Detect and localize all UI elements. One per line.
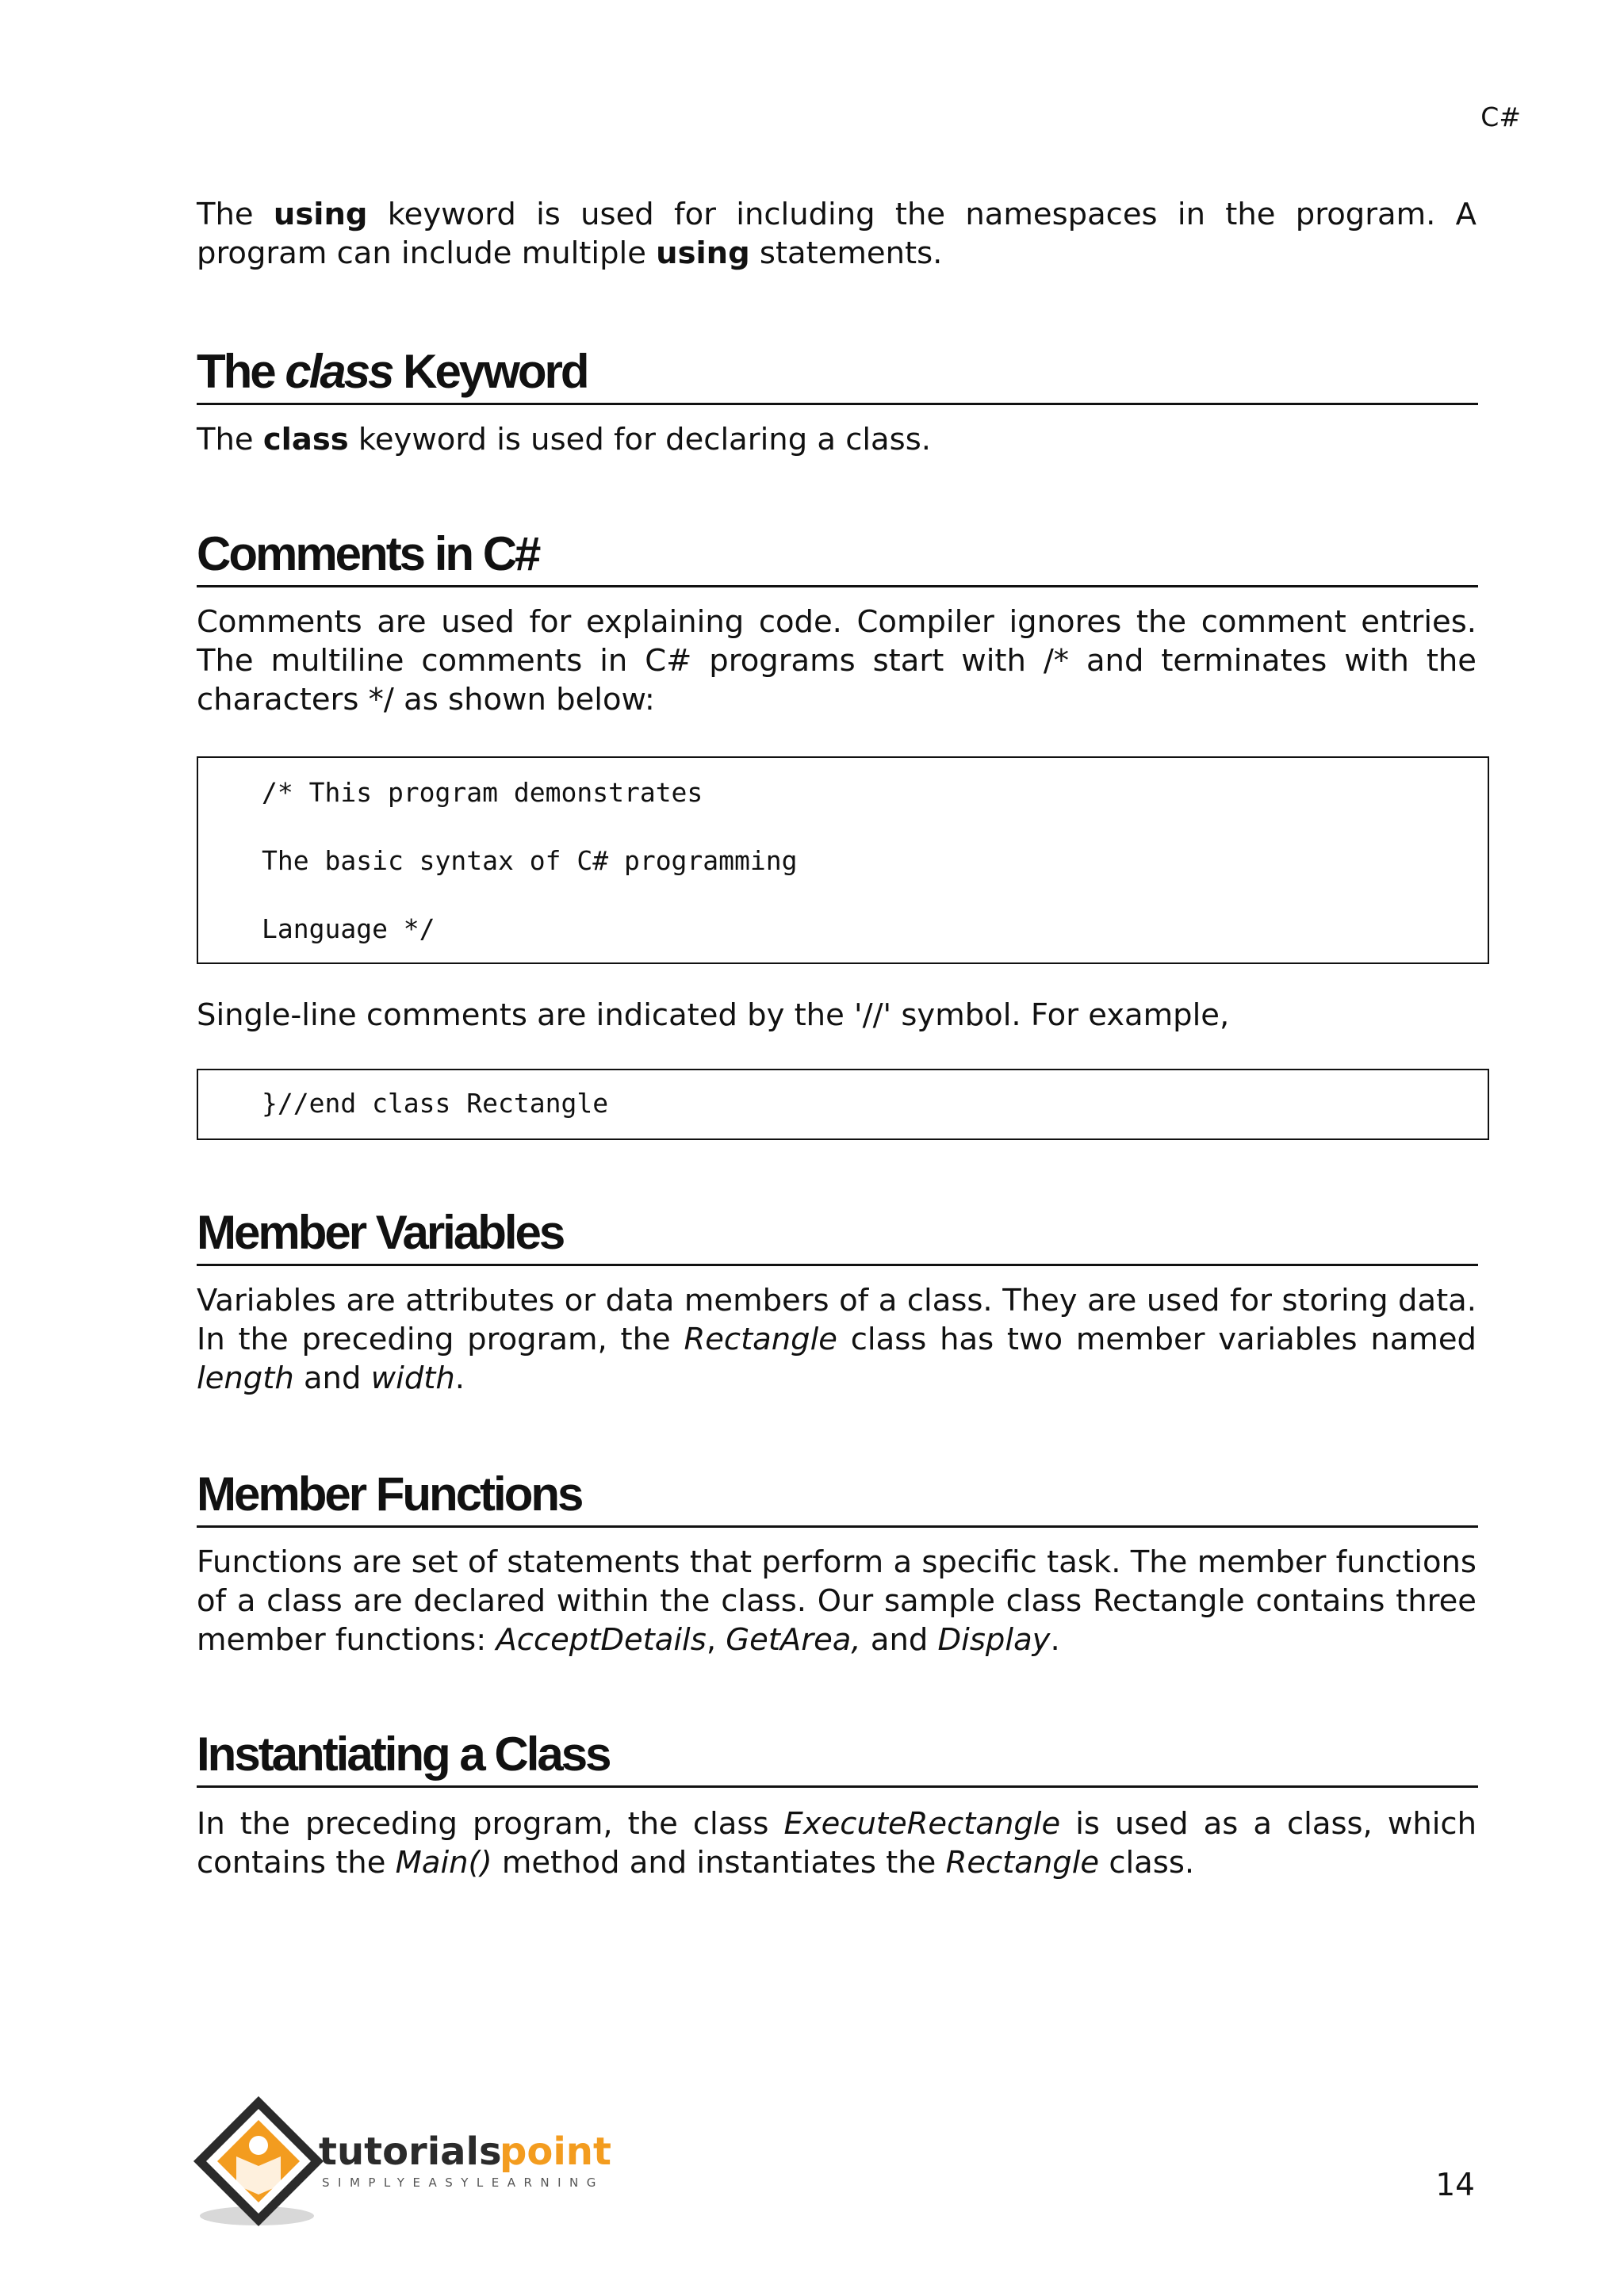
emphasis: Main() [395,1845,492,1881]
multiline-comment-code-block [197,756,1489,964]
emphasis: ExecuteRectangle [783,1806,1061,1842]
class-keyword-paragraph: The class keyword is used for declaring a class. [197,422,932,457]
emphasis: Display [937,1622,1051,1658]
emphasis: AcceptDetails [496,1622,707,1658]
class-keyword: class [262,422,349,457]
emphasis: Rectangle [684,1322,837,1357]
logo-head-icon [249,2136,268,2155]
single-line-comment-code-block [197,1069,1489,1140]
instantiating-class-heading: Instantiating a Class [197,1727,1478,1788]
intro-paragraph: The using keyword is used for including the namespaces in the program. A program can include multiple using statements. [197,197,1477,271]
tutorialspoint-logo [193,2093,653,2233]
code-line: /* This program demonstrates [262,777,703,808]
emphasis: GetArea, [726,1622,861,1658]
using-keyword: using [273,197,368,232]
single-line-comment-paragraph: Single-line comments are indicated by the '//' symbol. For example, [197,997,1230,1033]
member-functions-heading: Member Functions [197,1467,1478,1528]
page-number: 14 [1435,2168,1475,2203]
code-line: The basic syntax of C# programming [262,845,798,876]
member-variables-paragraph: Variables are attributes or data members of a class. They are used for storing data. In the preceding program, the Rectangle class has two member variables named length and width. [197,1283,1477,1396]
comments-paragraph: Comments are used for explaining code. Compiler ignores the comment entries. The multiline comments in C# programs start with /* and terminates with the characters */ as shown below: [197,604,1477,718]
logo-tagline: SIMPLYEASYLEARNING [322,2175,604,2190]
member-functions-paragraph: Functions are set of statements that perform a specific task. The member functions of a class are declared within the class. Our sample class Rectangle contains three member functions: AcceptDetails, GetArea, and Display. [197,1544,1477,1658]
logo-word-point: point [500,2130,611,2174]
emphasis: width [370,1360,455,1396]
class-keyword-heading: The class Keyword [197,344,1478,405]
comments-heading: Comments in C# [197,526,1478,587]
member-variables-heading: Member Variables [197,1205,1478,1266]
code-line: }//end class Rectangle [262,1088,609,1119]
code-line: Language */ [262,913,435,944]
emphasis: Rectangle [945,1845,1100,1881]
running-header: C# [1480,101,1521,132]
emphasis: length [197,1360,294,1396]
instantiating-class-paragraph: In the preceding program, the class ExecuteRectangle is used as a class, which contains the Main() method and instantiates the Rectangle class. [197,1806,1477,1881]
class-keyword-heading-em: class [285,345,393,398]
logo-word-tutorials: tutorials [319,2130,502,2174]
using-keyword: using [656,235,750,271]
